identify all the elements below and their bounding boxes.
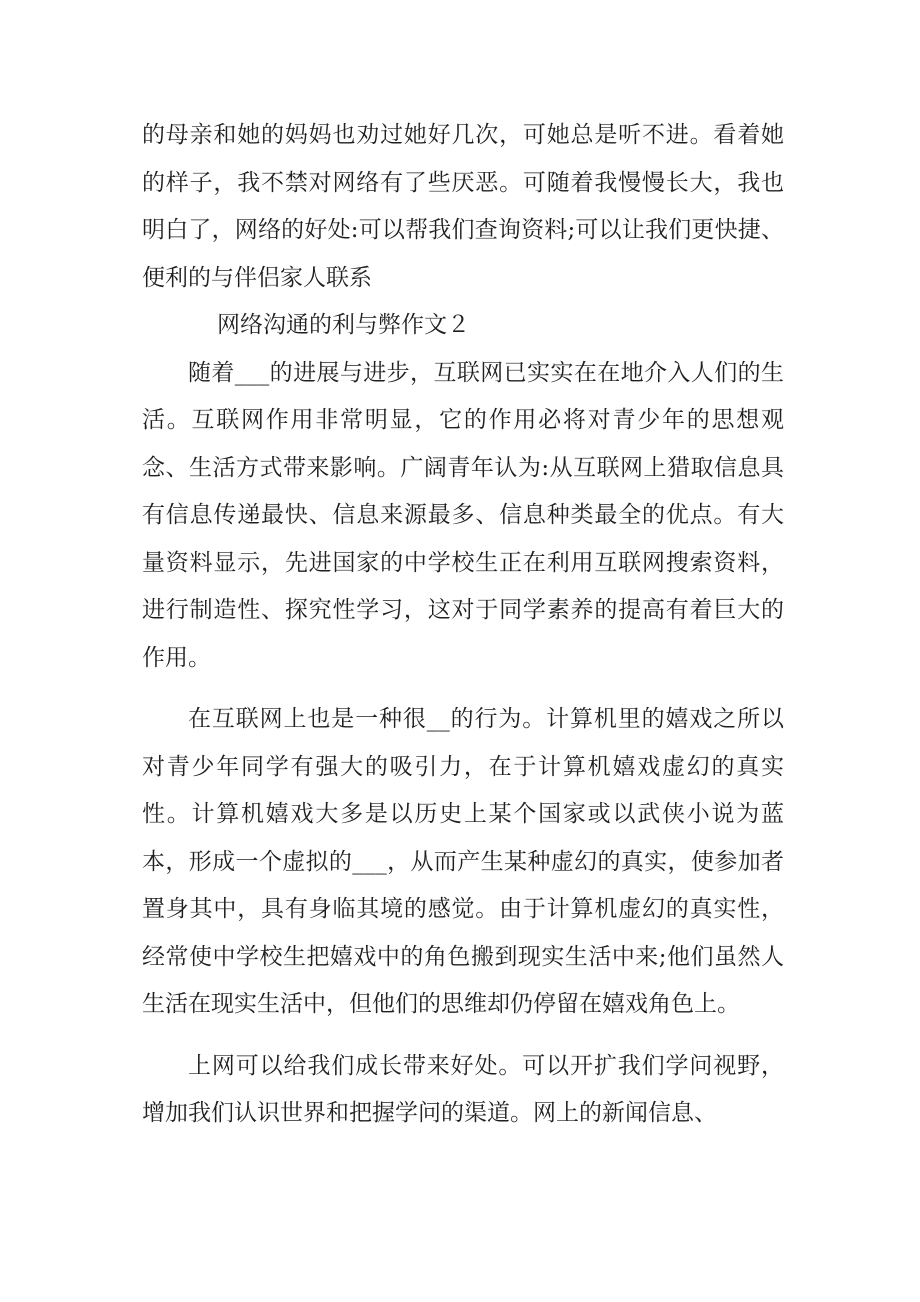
paragraph-internet-benefits: 上网可以给我们成长带来好处。可以开扩我们学问视野，增加我们认识世界和把握学问的渠道。网上的新闻信息、: [142, 1052, 784, 1126]
document-body: [142, 112, 784, 1138]
paragraph-computer-games: 在互联网上也是一种很__的行为。计算机里的嬉戏之所以对青少年同学有强大的吸引力，在于计算机嬉戏虚幻的真实性。计算机嬉戏大多是以历史上某个国家或以武侠小说为蓝本，形成一个虚拟的___，从而产生某种虚幻的真实，使参加者置身其中，具有身临其境的感觉。由于计算机虚幻的真实性，经常使中学校生把嬉戏中的角色搬到现实生活中来;他们虽然人生活在现实生活中，但他们的思维却仍停留在嬉戏角色上。: [142, 706, 784, 1017]
paragraph-internet-influence: 随着___的进展与进步，互联网已实实在在地介入人们的生活。互联网作用非常明显，它的作用必将对青少年的思想观念、生活方式带来影响。广阔青年认为:从互联网上猎取信息具有信息传递最快、信息来源最多、信息种类最全的优点。有大量资料显示，先进国家的中学校生正在利用互联网搜索资料，进行制造性、探究性学习，这对于同学素养的提高有着巨大的作用。: [142, 359, 784, 671]
paragraph-continuation: 的母亲和她的妈妈也劝过她好几次，可她总是听不进。看着她的样子，我不禁对网络有了些厌恶。可随着我慢慢长大，我也明白了，网络的好处:可以帮我们查询资料;可以让我们更快捷、便利的与伴侣家人联系: [142, 122, 784, 291]
essay-subtitle: 网络沟通的利与弊作文２: [217, 312, 470, 338]
